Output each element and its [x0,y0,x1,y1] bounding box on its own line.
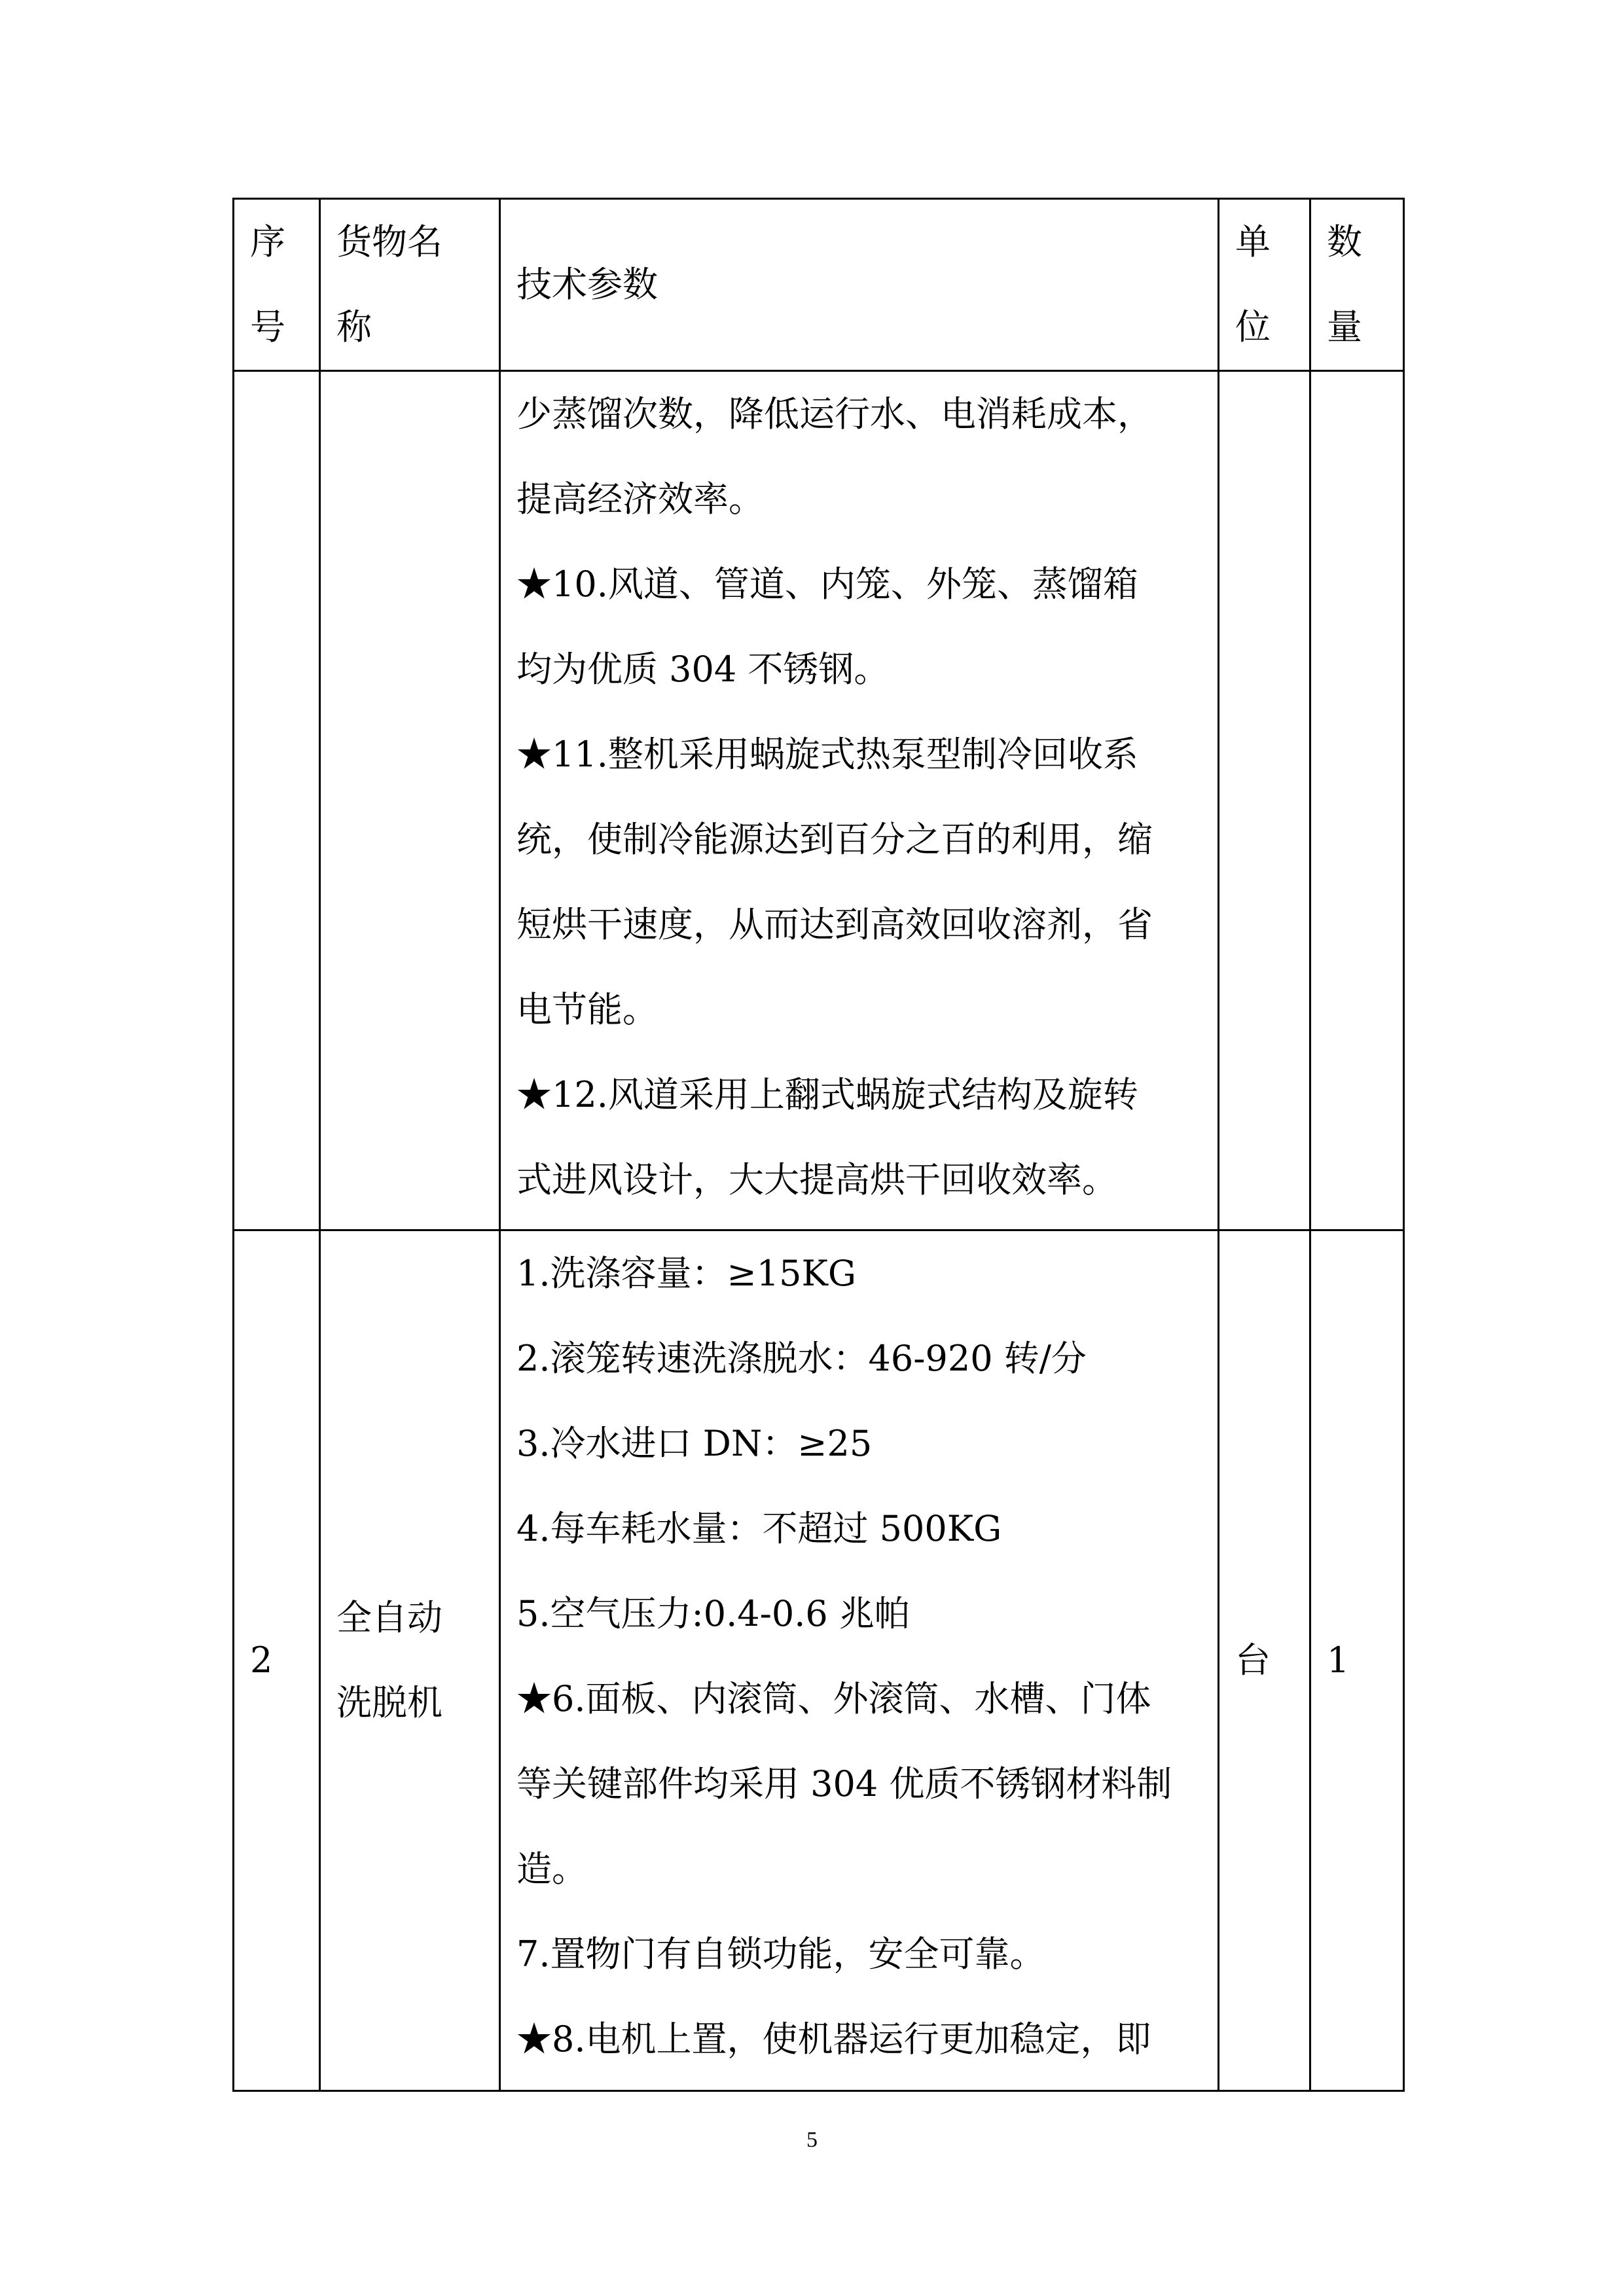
header-name-line-2: 称 [336,306,372,348]
header-qty [1310,199,1404,371]
row-1-qty [1310,371,1404,1230]
param-line: ★12.风道采用上翻式蜗旋式结构及旋转 [516,1074,1138,1115]
param-line: 7.置物门有自锁功能，安全可靠。 [516,1933,1045,1975]
header-name-line-1: 货物名 [336,221,442,262]
header-seq-line-2: 号 [250,306,285,348]
param-line: 电节能。 [516,989,658,1030]
row-1-params [500,371,1219,1230]
row-1-unit [1219,371,1310,1230]
header-params: 技术参数 [500,199,1219,371]
table-row [234,371,1404,1230]
param-line: 4.每车耗水量：不超过 500KG [516,1508,1002,1549]
param-line: 造。 [516,1848,587,1890]
row-2-name [320,1230,500,2091]
param-line: ★6.面板、内滚筒、外滚筒、水槽、门体 [516,1678,1151,1719]
row-2-unit: 台 [1219,1230,1310,2091]
param-line: ★11.整机采用蜗旋式热泵型制冷回收系 [516,734,1138,775]
header-name [320,199,500,371]
page-number: 5 [806,2128,818,2152]
header-row [234,199,1404,371]
param-line: 5.空气压力:0.4-0.6 兆帕 [516,1593,910,1634]
header-unit-line-2: 位 [1235,306,1271,348]
param-line: 少蒸馏次数，降低运行水、电消耗成本， [516,393,1153,435]
param-line: 统，使制冷能源达到百分之百的利用，缩 [516,819,1153,860]
row-1-seq [234,371,320,1230]
row-2-params [500,1230,1219,2091]
param-line: 3.冷水进口 DN：≥25 [516,1423,873,1464]
param-line: ★10.风道、管道、内笼、外笼、蒸馏箱 [516,564,1138,605]
row-2-name-line-2: 洗脱机 [336,1682,442,1723]
header-seq [234,199,320,371]
param-line: 1.洗涤容量：≥15KG [516,1253,856,1294]
header-unit [1219,199,1310,371]
param-line: ★8.电机上置，使机器运行更加稳定，即 [516,2018,1151,2060]
param-line: 2.滚笼转速洗涤脱水：46-920 转/分 [516,1338,1087,1379]
row-2-name-line-1: 全自动 [336,1597,442,1638]
row-1-name [320,371,500,1230]
param-line: 提高经济效率。 [516,478,764,520]
header-qty-line-2: 量 [1327,306,1362,348]
param-line: 等关键部件均采用 304 优质不锈钢材料制 [516,1763,1172,1804]
spec-table [232,198,1405,2092]
row-2-seq: 2 [234,1230,320,2091]
header-qty-line-1: 数 [1327,221,1362,262]
row-2-qty: 1 [1310,1230,1404,2091]
param-line: 短烘干速度，从而达到高效回收溶剂，省 [516,904,1153,945]
param-line: 式进风设计，大大提高烘干回收效率。 [516,1159,1117,1200]
header-seq-line-1: 序 [250,221,285,262]
header-unit-line-1: 单 [1235,221,1271,262]
table-row [234,1230,1404,2091]
param-line: 均为优质 304 不锈钢。 [516,649,890,690]
